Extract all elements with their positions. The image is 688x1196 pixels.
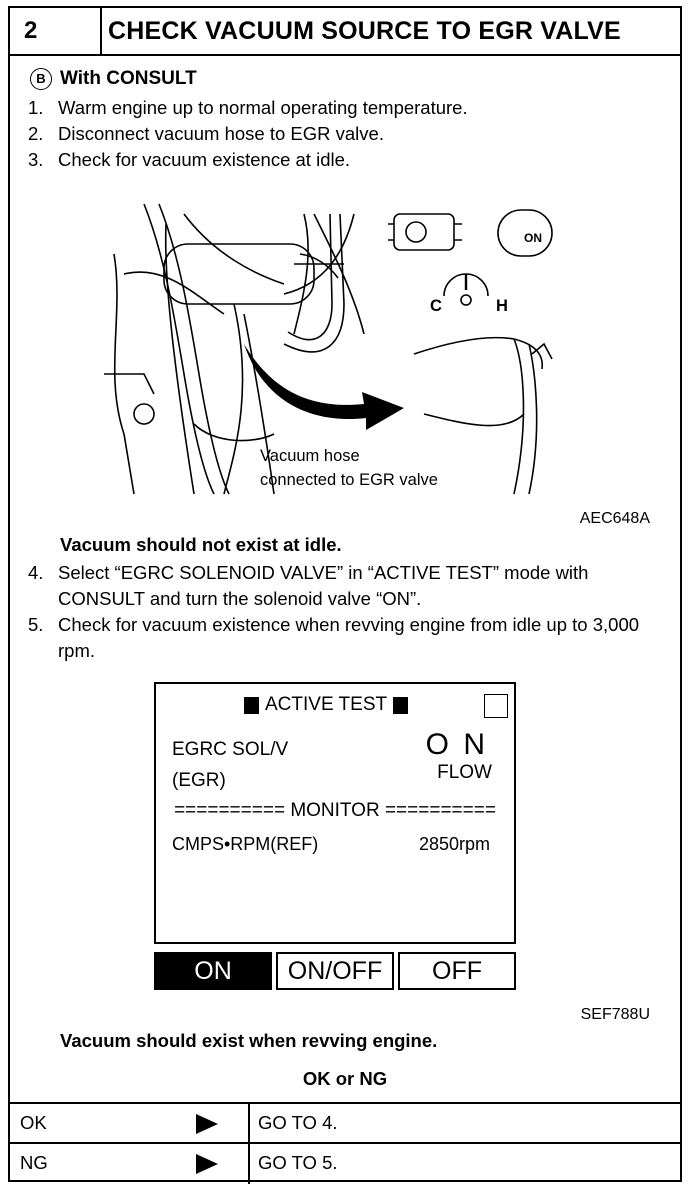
ok-or-ng: OK or NG <box>302 1068 388 1089</box>
off-button[interactable]: OFF <box>398 952 516 990</box>
checkbox-icon[interactable] <box>484 694 508 718</box>
note-vacuum-exists: Vacuum should exist when revving engine. <box>60 1030 438 1051</box>
procedure-page <box>8 6 682 1182</box>
steps-list-2 <box>28 560 658 664</box>
block-marker-icon <box>393 697 408 714</box>
result-row-ng <box>10 1142 680 1184</box>
result-row-ok <box>10 1102 680 1144</box>
monitor-divider: ========== MONITOR ========== <box>174 800 496 821</box>
test-item <box>172 734 288 796</box>
on-off-button[interactable]: ON/OFF <box>276 952 394 990</box>
test-item-sub: (EGR) <box>172 770 226 791</box>
figure-ref: AEC648A <box>579 510 650 527</box>
test-state-sub: FLOW <box>437 762 492 783</box>
step-item: 3. Check for vacuum existence at idle. <box>28 149 351 170</box>
block-marker-icon <box>244 697 259 714</box>
result-key: NG <box>20 1152 48 1173</box>
steps-list-1 <box>28 95 668 173</box>
vacuum-hose-callout-2: connected to EGR valve <box>260 471 438 489</box>
ignition-on-label: ON <box>524 231 542 245</box>
consult-heading <box>30 68 197 90</box>
test-state: O N <box>425 728 488 761</box>
monitor-value: 2850rpm <box>418 834 490 854</box>
procedure-header <box>10 8 680 56</box>
result-key: OK <box>20 1112 47 1133</box>
screen-title-text: ACTIVE TEST <box>265 694 388 715</box>
on-button[interactable]: ON <box>154 952 272 990</box>
test-item-name: EGRC SOL/V <box>172 739 289 760</box>
result-target-link[interactable]: GO TO 5. <box>248 1144 680 1184</box>
step-number: 2 <box>10 8 102 54</box>
step-item: 4. Select “EGRC SOLENOID VALVE” in “ACTIVE TEST” mode with CONSULT and turn the solenoid valve “ON”. <box>28 562 589 609</box>
screen-title <box>238 694 414 716</box>
step-item: 5. Check for vacuum existence when revving engine from idle up to 3,000 rpm. <box>28 614 640 661</box>
egr-illustration <box>104 194 574 506</box>
consult-b-icon: B <box>30 68 52 90</box>
step-item: 1. Warm engine up to normal operating temperature. <box>28 97 468 118</box>
screen-buttons <box>154 952 516 990</box>
result-target-link[interactable]: GO TO 4. <box>248 1104 680 1144</box>
consult-label: With CONSULT <box>60 68 197 89</box>
arrow-right-icon <box>196 1154 218 1174</box>
figure-ref-2: SEF788U <box>580 1006 650 1023</box>
consult-screen <box>154 682 516 944</box>
arrow-right-icon <box>196 1114 218 1134</box>
procedure-title: CHECK VACUUM SOURCE TO EGR VALVE <box>108 17 621 45</box>
temp-cold-label: C <box>430 297 442 315</box>
note-no-vacuum: Vacuum should not exist at idle. <box>60 534 342 555</box>
monitor-item: CMPS•RPM(REF) <box>172 834 319 854</box>
temp-hot-label: H <box>496 297 508 315</box>
step-item: 2. Disconnect vacuum hose to EGR valve. <box>28 123 384 144</box>
vacuum-hose-callout: Vacuum hose <box>260 447 360 465</box>
